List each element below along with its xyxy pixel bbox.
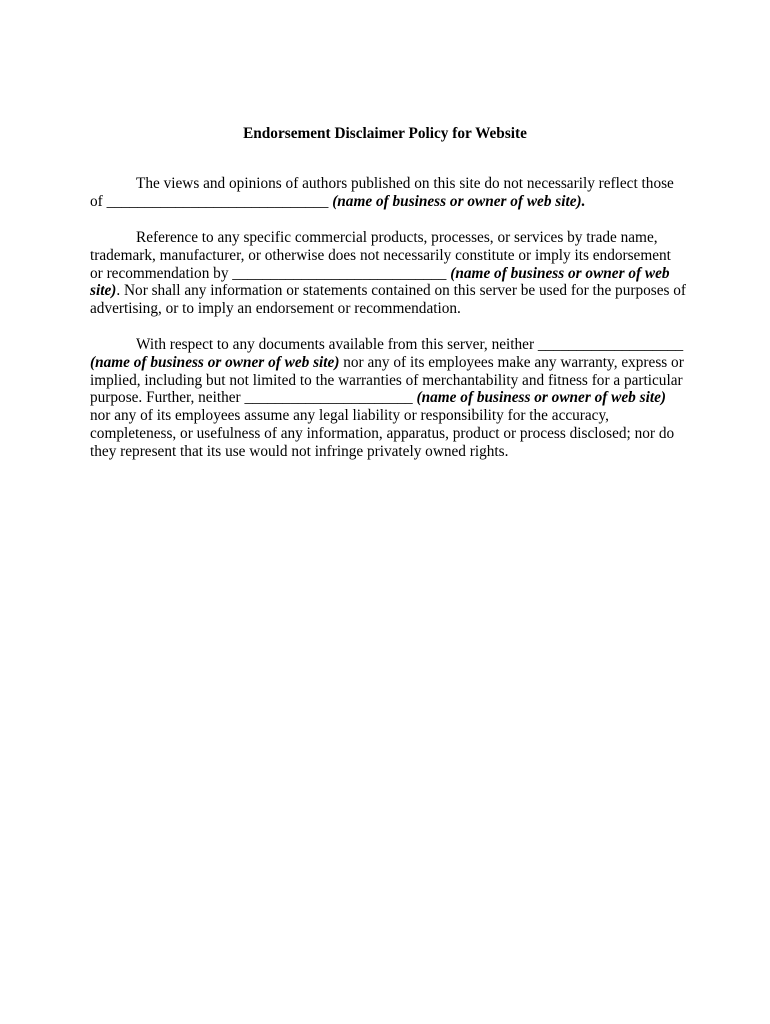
document-title: Endorsement Disclaimer Policy for Website: [243, 125, 527, 142]
paragraph-line: The views and opinions of authors published on this site do not necessarily reflect those: [136, 175, 674, 192]
paragraph-line: Reference to any specific commercial products, processes, or services by trade name,: [136, 229, 658, 246]
placeholder-emphasis: (name of business or owner of web: [450, 264, 670, 282]
paragraph-line: [90, 354, 690, 372]
paragraph-line: advertising, or to imply an endorsement or recommendation.: [90, 300, 461, 318]
paragraph-line: implied, including but not limited to the warranties of merchantability and fitness for a particular: [90, 371, 683, 389]
placeholder-emphasis: (name of business or owner of web site).: [332, 192, 586, 210]
paragraph-line: [90, 193, 690, 211]
paragraph-line: they represent that its use would not infringe privately owned rights.: [90, 442, 509, 460]
text-segment: of _____________________________: [90, 192, 333, 210]
paragraph-line: [90, 265, 690, 283]
paragraph-warranty: [90, 336, 690, 461]
text-segment: or recommendation by ____________________________: [90, 264, 451, 282]
paragraph-endorsement: [90, 229, 690, 318]
text-segment: . Nor shall any information or statements contained on this server be used for the purposes of: [116, 282, 687, 300]
paragraph-line: [90, 282, 690, 300]
text-segment: purpose. Further, neither ______________________: [90, 389, 417, 407]
paragraph-line: [90, 389, 690, 407]
paragraph-line: With respect to any documents available from this server, neither ___________________: [136, 336, 684, 353]
placeholder-emphasis: site): [90, 282, 117, 300]
paragraph-line: nor any of its employees assume any legal liability or responsibility for the accuracy,: [90, 407, 609, 425]
paragraph-line: completeness, or usefulness of any information, apparatus, product or process disclosed; nor do: [90, 424, 675, 442]
paragraph-views-opinions: [90, 175, 690, 211]
text-segment: nor any of its employees make any warranty, express or: [339, 353, 684, 371]
placeholder-emphasis: (name of business or owner of web site): [416, 389, 666, 407]
placeholder-emphasis: (name of business or owner of web site): [90, 353, 340, 371]
paragraph-line: trademark, manufacturer, or otherwise does not necessarily constitute or imply its endorsement: [90, 246, 671, 264]
